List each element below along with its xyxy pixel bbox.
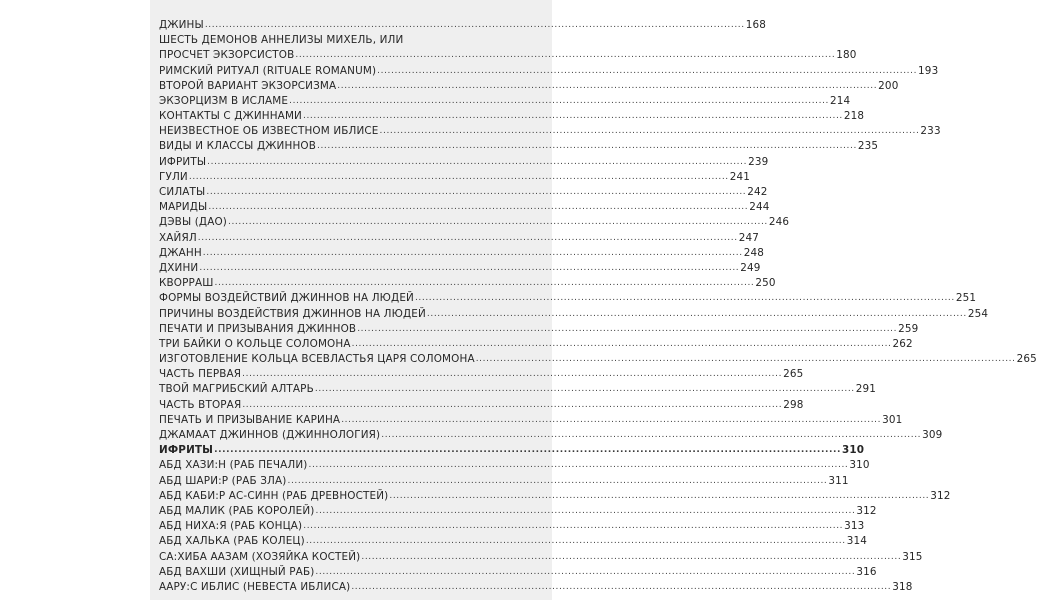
toc-entry-title: ПЕЧАТЬ И ПРИЗЫВАНИЕ КАРИНА: [159, 413, 341, 426]
toc-leader: ............................................................................................................................................................: [315, 505, 856, 516]
toc-entry: [159, 519, 865, 534]
toc-entry-title: ПРИЧИНЫ ВОЗДЕЙСТВИЯ ДЖИННОВ НА ЛЮДЕЙ: [159, 307, 426, 320]
toc-entry-page: 247: [738, 231, 759, 244]
toc-entry-title: АБД ХАЛЬКА (РАБ КОЛЕЦ): [159, 535, 305, 548]
toc-entry-page: 241: [729, 170, 751, 183]
toc-leader: ............................................................................................................................................................: [357, 323, 898, 334]
toc-entry-page: 265: [783, 368, 804, 381]
toc-leader: ............................................................................................................................................................: [227, 217, 768, 228]
toc-entry: [159, 428, 943, 443]
toc-leader: ............................................................................................................................................................: [207, 156, 748, 167]
toc-entry-page: 312: [856, 504, 877, 517]
toc-leader: ............................................................................................................................................................: [287, 475, 828, 486]
toc-entry-title: АБД МАЛИК (РАБ КОРОЛЕЙ): [159, 504, 315, 517]
toc-entry: [159, 352, 1037, 367]
toc-entry-page: 242: [747, 186, 768, 199]
toc-entry-title: ДХИНИ: [159, 261, 199, 274]
toc-entry-page: 309: [922, 429, 943, 442]
toc-entry-title: ХАЙЯЛ: [159, 231, 197, 244]
toc-entry: [159, 48, 857, 63]
toc-entry-title: ШЕСТЬ ДЕМОНОВ АННЕЛИЗЫ МИХЕЛЬ, ИЛИ: [159, 34, 404, 47]
toc-entry-title: ФОРМЫ ВОЗДЕЙСТВИЙ ДЖИННОВ НА ЛЮДЕЙ: [159, 292, 414, 305]
toc-leader: ............................................................................................................................................................: [199, 262, 740, 273]
toc-entry-title: ТВОЙ МАГРИБСКИЙ АЛТАРЬ: [159, 383, 314, 396]
toc-entry-title: АБД НИХА:Я (РАБ КОНЦА): [159, 520, 303, 533]
toc-entry-title: ДЖИНЫ: [159, 18, 204, 31]
toc-entry-page: 311: [828, 474, 849, 487]
toc-entry-title: ЭКЗОРЦИЗМ В ИСЛАМЕ: [159, 94, 289, 107]
toc-entry-page: 168: [745, 18, 767, 31]
toc-entry-page: 244: [749, 201, 770, 214]
toc-leader: ............................................................................................................................................................: [214, 278, 755, 289]
toc-entry-page: 248: [743, 246, 764, 259]
toc-entry-page: 291: [855, 383, 877, 396]
toc-entry-title: АБД ВАХШИ (ХИЩНЫЙ РАБ): [159, 565, 315, 578]
toc-entry: [159, 215, 790, 230]
toc-leader: ............................................................................................................................................................: [295, 50, 836, 61]
toc-entry-page: 239: [748, 155, 769, 168]
toc-leader: ............................................................................................................................................................: [204, 19, 745, 30]
toc-entry: [159, 458, 870, 473]
toc-entry: [159, 413, 903, 428]
toc-entry-title: ТРИ БАЙКИ О КОЛЬЦЕ СОЛОМОНА: [159, 337, 351, 350]
toc-entry-page: 318: [892, 580, 913, 593]
toc-leader: ............................................................................................................................................................: [206, 187, 747, 198]
toc-leader: ............................................................................................................................................................: [188, 171, 729, 182]
toc-entry: [159, 124, 941, 139]
toc-entry: [159, 33, 532, 48]
toc-entry: [159, 322, 919, 337]
toc-entry: [159, 474, 849, 489]
toc-entry: [159, 109, 865, 124]
toc-entry: [159, 307, 989, 322]
toc-entry-page: 259: [898, 322, 919, 335]
toc-entry-title: АБД ШАРИ:Р (РАБ ЗЛА): [159, 474, 287, 487]
toc-entry-page: 262: [892, 337, 913, 350]
toc-entry-page: 246: [768, 216, 790, 229]
toc-leader: ............................................................................................................................................................: [377, 65, 918, 76]
toc-entry-page: 298: [783, 398, 804, 411]
toc-leader: ............................................................................................................................................................: [202, 247, 743, 258]
toc-entry-page: 314: [846, 535, 868, 548]
toc-entry: [159, 443, 865, 458]
toc-leader: ............................................................................................................................................................: [289, 95, 830, 106]
toc-entry-page: 265: [1016, 353, 1037, 366]
toc-leader: ............................................................................................................................................................: [389, 490, 930, 501]
toc-entry-page: 249: [740, 261, 761, 274]
toc-entry: [159, 489, 951, 504]
toc-entry: [159, 383, 877, 398]
toc-entry-page: 235: [857, 140, 879, 153]
toc-entry-title: НЕИЗВЕСТНОЕ ОБ ИЗВЕСТНОМ ИБЛИСЕ: [159, 125, 379, 138]
toc-leader: ............................................................................................................................................................: [242, 369, 783, 380]
toc-entry-page: 193: [918, 64, 939, 77]
toc-entry: [159, 200, 770, 215]
toc-entry: [159, 261, 761, 276]
toc-entry-title: ИФРИТЫ: [159, 155, 207, 168]
toc-entry: [159, 580, 913, 595]
toc-entry-title: ИФРИТЫ: [159, 444, 214, 457]
toc-entry-title: ДЭВЫ (ДАО): [159, 216, 227, 229]
toc-leader: ............................................................................................................................................................: [351, 338, 892, 349]
toc-entry: [159, 534, 868, 549]
toc-entry: [159, 550, 923, 565]
toc-entry: [159, 155, 769, 170]
toc-entry-title: КОНТАКТЫ С ДЖИННАМИ: [159, 110, 302, 123]
toc-entry: [159, 565, 877, 580]
toc-leader: ............................................................................................................................................................: [341, 414, 882, 425]
toc-leader: ............................................................................................................................................................: [379, 126, 920, 137]
toc-entry-page: 250: [755, 277, 776, 290]
toc-entry-title: РИМСКИЙ РИТУАЛ (RITUALE ROMANUM): [159, 64, 377, 77]
toc-entry-title: ДЖАНН: [159, 246, 202, 259]
toc-entry-title: АБД ХАЗИ:Н (РАБ ПЕЧАЛИ): [159, 459, 308, 472]
toc-entry-title: ПРОСЧЕТ ЭКЗОРСИСТОВ: [159, 49, 295, 62]
toc-entry-title: МАРИДЫ: [159, 201, 208, 214]
toc-entry-title: КВОРРАШ: [159, 277, 214, 290]
toc-entry-page: 200: [878, 79, 899, 92]
toc-leader: ............................................................................................................................................................: [351, 581, 892, 592]
toc-entry: [159, 246, 764, 261]
toc-entry-page: 214: [830, 94, 851, 107]
toc-leader: ............................................................................................................................................................: [381, 430, 922, 441]
toc-leader: ............................................................................................................................................................: [214, 445, 842, 456]
toc-entry-title: АБД КАБИ:Р АС-СИНН (РАБ ДРЕВНОСТЕЙ): [159, 489, 389, 502]
toc-leader: ............................................................................................................................................................: [337, 80, 878, 91]
toc-entry-title: ЧАСТЬ ПЕРВАЯ: [159, 368, 242, 381]
toc-entry: [159, 64, 939, 79]
toc-entry-page: 251: [955, 292, 977, 305]
toc-entry-page: 312: [930, 489, 951, 502]
toc-leader: ............................................................................................................................................................: [197, 232, 738, 243]
toc-entry-page: 233: [920, 125, 941, 138]
toc-leader: ............................................................................................................................................................: [305, 536, 846, 547]
toc-leader: ............................................................................................................................................................: [208, 202, 749, 213]
toc-entry-title: ЧАСТЬ ВТОРАЯ: [159, 398, 242, 411]
toc-entry-title: ДЖАМААТ ДЖИННОВ (ДЖИННОЛОГИЯ): [159, 429, 381, 442]
toc-leader: ............................................................................................................................................................: [242, 399, 783, 410]
toc-entry-title: ИЗГОТОВЛЕНИЕ КОЛЬЦА ВСЕВЛАСТЬЯ ЦАРЯ СОЛОМОНА: [159, 353, 475, 366]
toc-entry-page: 180: [836, 49, 857, 62]
toc-entry: [159, 337, 913, 352]
toc-entry: [159, 291, 977, 306]
toc-leader: ............................................................................................................................................................: [317, 141, 857, 152]
toc-entry-page: 315: [902, 550, 923, 563]
toc-entry: [159, 504, 877, 519]
toc-entry-page: 254: [967, 307, 989, 320]
toc-entry: [159, 185, 768, 200]
toc-entry-title: СА:ХИБА ААЗАМ (ХОЗЯЙКА КОСТЕЙ): [159, 550, 361, 563]
toc-entry-page: 301: [882, 413, 903, 426]
table-of-contents: [159, 18, 1037, 595]
toc-entry: [159, 94, 851, 109]
toc-leader: ............................................................................................................................................................: [475, 354, 1016, 365]
toc-entry: [159, 79, 899, 94]
toc-entry-title: ААРУ:С ИБЛИС (НЕВЕСТА ИБЛИСА): [159, 580, 351, 593]
toc-entry-page: 218: [843, 110, 865, 123]
toc-entry: [159, 170, 751, 185]
toc-entry-page: 316: [856, 565, 877, 578]
toc-entry-title: ПЕЧАТИ И ПРИЗЫВАНИЯ ДЖИННОВ: [159, 322, 357, 335]
toc-entry: [159, 140, 879, 155]
toc-entry-title: ГУЛИ: [159, 170, 188, 183]
toc-entry: [159, 18, 767, 33]
toc-leader: ............................................................................................................................................................: [426, 308, 967, 319]
toc-leader: ............................................................................................................................................................: [414, 293, 955, 304]
toc-entry-page: 310: [849, 459, 870, 472]
toc-leader: ............................................................................................................................................................: [315, 566, 856, 577]
toc-leader: ............................................................................................................................................................: [302, 111, 843, 122]
toc-leader: ............................................................................................................................................................: [308, 460, 849, 471]
toc-leader: ............................................................................................................................................................: [303, 521, 844, 532]
toc-leader: ............................................................................................................................................................: [314, 384, 855, 395]
toc-entry-title: СИЛАТЫ: [159, 186, 206, 199]
toc-entry-title: ВТОРОЙ ВАРИАНТ ЭКЗОРСИЗМА: [159, 79, 337, 92]
toc-entry-page: 310: [842, 444, 865, 457]
toc-entry: [159, 398, 804, 413]
toc-entry: [159, 231, 759, 246]
toc-entry-page: 313: [844, 520, 865, 533]
toc-entry: [159, 367, 804, 382]
toc-leader: ............................................................................................................................................................: [361, 551, 902, 562]
toc-entry: [159, 276, 776, 291]
toc-entry-title: ВИДЫ И КЛАССЫ ДЖИННОВ: [159, 140, 317, 153]
